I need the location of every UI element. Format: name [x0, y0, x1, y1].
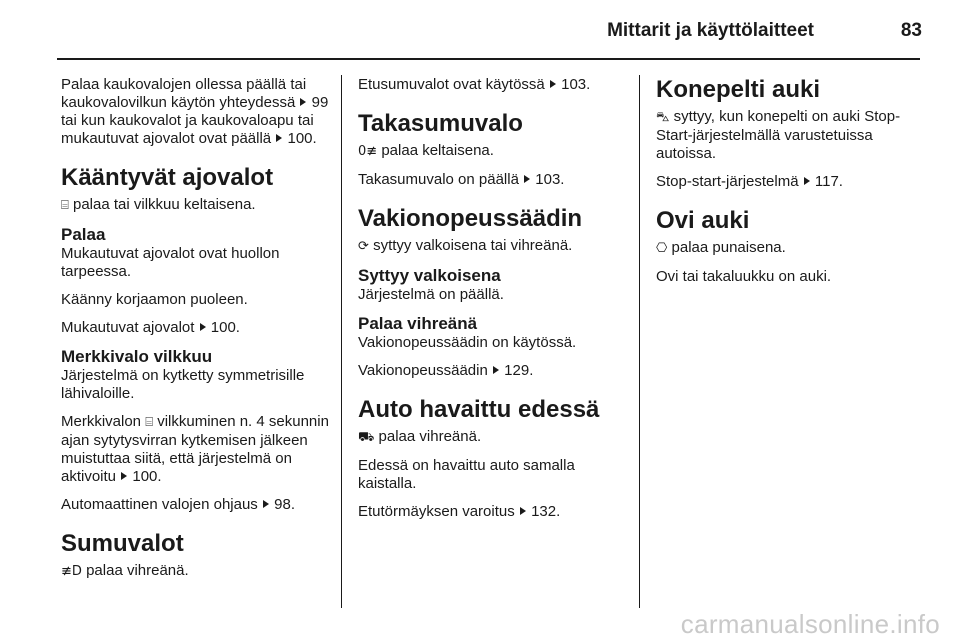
reference-paragraph: [358, 76, 628, 94]
ref-page: 129.: [504, 362, 534, 379]
xref-icon: [300, 98, 306, 106]
status-line: [656, 239, 926, 258]
subsection-title: Palaa: [61, 225, 106, 244]
paragraph: Mukautuvat ajovalot ovat huollon tarpeessa.: [61, 245, 280, 280]
ref-page: 100.: [210, 319, 240, 336]
xref-icon: [263, 500, 269, 508]
reference-paragraph: [61, 496, 331, 514]
text-a: Merkkivalon: [61, 413, 142, 430]
watermark: carmanualsonline.info: [680, 609, 940, 639]
status-text: palaa vihreänä.: [378, 428, 482, 445]
ref-page: 98.: [274, 496, 296, 513]
ref-text: Vakionopeussäädin: [358, 362, 488, 379]
ref-text: Automaattinen valojen ohjaus: [61, 496, 258, 513]
status-line: [358, 142, 628, 161]
ref-page: 103.: [561, 76, 591, 93]
ref-page: 103.: [535, 171, 565, 188]
page-number: 83: [900, 20, 922, 41]
status-text: palaa keltaisena.: [381, 142, 494, 159]
cornering-light-icon: ⌸: [145, 415, 154, 430]
paragraph: Edessä on havaittu auto samalla kaistalla.: [358, 457, 575, 492]
intro-text-b: 99 tai kun kaukovalot ja kaukovaloapu tai mukautuvat ajovalot ovat päällä: [61, 94, 329, 147]
section-title: Auto havaittu edessä: [358, 396, 600, 423]
xref-icon: [550, 80, 556, 88]
fog-light-icon: ≢D: [61, 564, 82, 579]
vehicle-ahead-icon: ⛟: [358, 430, 375, 445]
intro-text-c: 100.: [287, 130, 317, 147]
xref-icon: [520, 507, 526, 515]
paragraph: [61, 413, 331, 486]
ref-page: 117.: [814, 173, 843, 190]
reference-paragraph: [656, 173, 926, 191]
section-konepelti-auki: [656, 76, 926, 191]
status-line: [656, 108, 926, 163]
section-kaantyvat-ajovalot: [61, 164, 331, 514]
section-vakionopeussaadin: [358, 205, 628, 380]
text-b: vilkkuminen n. 4 sekunnin ajan sytytysvirran kytkemisen jälkeen muistuttaa siitä, että järjestelmä on aktivoitu: [61, 413, 329, 485]
status-text: palaa punaisena.: [671, 239, 786, 256]
xref-icon: [493, 366, 499, 374]
xref-icon: [524, 175, 530, 183]
status-text: palaa vihreänä.: [86, 562, 189, 579]
text-c: 100.: [132, 468, 162, 485]
rear-fog-light-icon: 0≢: [358, 144, 378, 159]
ref-text: Takasumuvalo on päällä: [358, 171, 519, 188]
door-open-icon: ⎔: [656, 241, 668, 256]
column-2: [358, 76, 628, 531]
cornering-light-icon: ⌸: [61, 198, 69, 213]
reference-paragraph: [358, 503, 628, 521]
status-text: palaa tai vilkkuu keltaisena.: [72, 196, 256, 213]
xref-icon: [200, 323, 206, 331]
column-divider-1: [341, 75, 342, 608]
section-title: Kääntyvät ajovalot: [61, 164, 274, 191]
paragraph: Ovi tai takaluukku on auki.: [656, 268, 832, 285]
paragraph: Järjestelmä on päällä.: [358, 286, 504, 303]
header-rule: [57, 58, 920, 60]
paragraph: Järjestelmä on kytketty symmetrisille lähivaloille.: [61, 367, 305, 402]
section-title: Konepelti auki: [656, 76, 821, 103]
paragraph: Käänny korjaamon puoleen.: [61, 291, 248, 308]
subsection-title: Syttyy valkoisena: [358, 266, 501, 285]
xref-icon: [804, 177, 810, 185]
column-1: [61, 76, 331, 591]
ref-text: Stop-start-järjestelmä: [656, 173, 799, 190]
hood-open-icon: ⛍: [656, 110, 670, 125]
column-3: [656, 76, 926, 296]
section-auto-havaittu: [358, 396, 628, 521]
subsection-title: Merkkivalo vilkkuu: [61, 347, 213, 366]
intro-paragraph: [61, 76, 331, 148]
header-title: Mittarit ja käyttölaitteet: [607, 20, 814, 41]
section-takasumuvalo: [358, 110, 628, 189]
ref-text: Mukautuvat ajovalot: [61, 319, 195, 336]
status-line: [358, 237, 628, 256]
reference-paragraph: [358, 171, 628, 189]
section-ovi-auki: [656, 207, 926, 286]
column-divider-2: [639, 75, 640, 608]
section-title: Vakionopeussäädin: [358, 205, 583, 232]
paragraph: Vakionopeussäädin on käytössä.: [358, 334, 577, 351]
status-text: syttyy, kun konepelti on auki Stop-Start-järjestelmällä varustetuissa autoissa.: [656, 108, 901, 162]
status-text: syttyy valkoisena tai vihreänä.: [373, 237, 573, 254]
xref-icon: [276, 134, 282, 142]
section-title: Takasumuvalo: [358, 110, 523, 137]
xref-icon: [121, 472, 127, 480]
reference-paragraph: [358, 362, 628, 380]
ref-text: Etusumuvalot ovat käytössä: [358, 76, 545, 93]
section-title: Sumuvalot: [61, 530, 184, 557]
reference-paragraph: [61, 319, 331, 337]
section-sumuvalot: [61, 530, 331, 581]
status-line: [61, 196, 331, 215]
ref-text: Etutörmäyksen varoitus: [358, 503, 515, 520]
intro-text-a: Palaa kaukovalojen ollessa päällä tai kaukovalovilkun käytön yhteydessä: [61, 76, 307, 111]
section-title: Ovi auki: [656, 207, 750, 234]
cruise-control-icon: ⟳: [358, 239, 369, 254]
status-line: [358, 428, 628, 447]
ref-page: 132.: [531, 503, 561, 520]
status-line: [61, 562, 331, 581]
subsection-title: Palaa vihreänä: [358, 314, 478, 333]
